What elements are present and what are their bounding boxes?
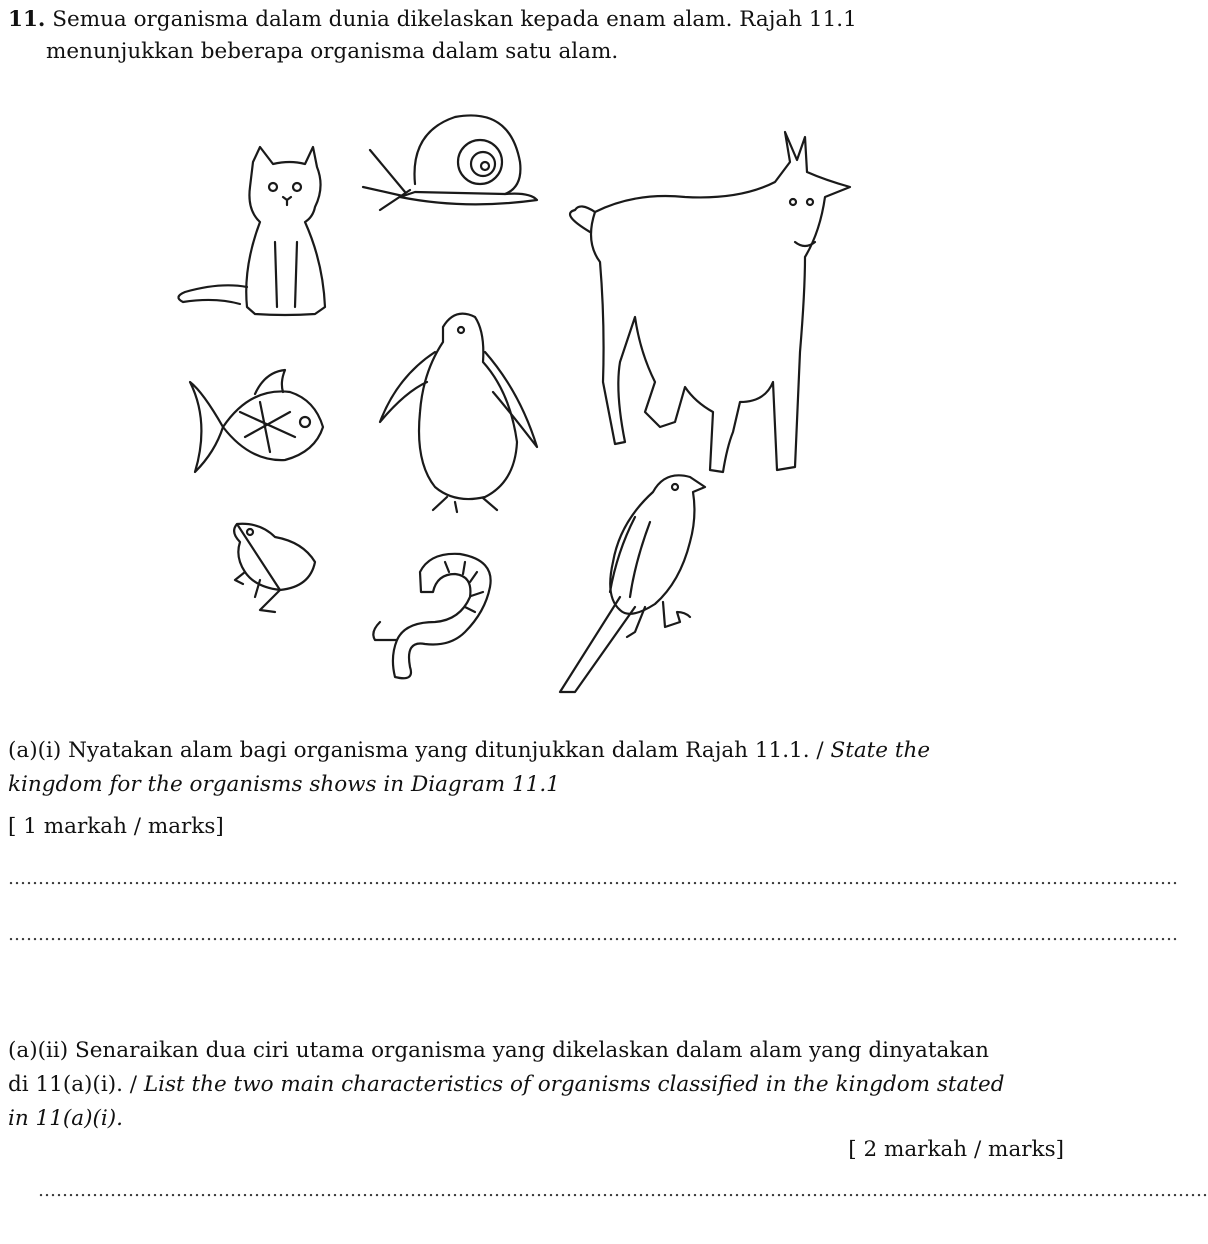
part-a-ii-label: (a)(ii) bbox=[8, 1038, 69, 1063]
answer-line-3[interactable]: …………………………………………………………………………………………………………………………………………………………………………… bbox=[38, 1180, 1208, 1201]
part-a-i-label: (a)(i) bbox=[8, 738, 62, 763]
part-a-ii-question bbox=[8, 1034, 1068, 1136]
penguin-drawing bbox=[380, 314, 537, 512]
part-a-i-question bbox=[8, 734, 1068, 802]
part-a-ii-line2-malay: di 11(a)(i). / bbox=[8, 1072, 137, 1097]
cat-drawing bbox=[178, 147, 325, 315]
bird-drawing bbox=[560, 475, 705, 692]
part-a-ii-line2-english: List the two main characteristics of organisms classified in the kingdom stated bbox=[143, 1072, 1005, 1097]
answer-line-1[interactable]: …………………………………………………………………………………………………………………………………………………………………………… bbox=[8, 868, 1178, 889]
earthworm-drawing bbox=[373, 554, 490, 678]
part-a-i-malay: Nyatakan alam bagi organisma yang ditunjukkan dalam Rajah 11.1. / bbox=[68, 738, 824, 763]
part-a-ii-line3-english: in 11(a)(i). bbox=[8, 1106, 123, 1131]
snail-drawing bbox=[363, 115, 537, 210]
fish-drawing bbox=[190, 370, 323, 472]
intro-line-1: Semua organisma dalam dunia dikelaskan kepada enam alam. Rajah 11.1 bbox=[52, 7, 857, 32]
part-a-i-english-1: State the bbox=[830, 738, 931, 763]
goat-drawing bbox=[570, 132, 850, 472]
question-intro bbox=[8, 4, 1068, 68]
part-a-ii-malay: Senaraikan dua ciri utama organisma yang dikelaskan dalam alam yang dinyatakan bbox=[74, 1038, 989, 1063]
organisms-illustration bbox=[165, 92, 885, 704]
answer-line-2[interactable]: …………………………………………………………………………………………………………………………………………………………………………… bbox=[8, 924, 1178, 945]
part-a-i-english-2: kingdom for the organisms shows in Diagram 11.1 bbox=[8, 772, 560, 797]
frog-drawing bbox=[234, 524, 315, 612]
diagram-11-1 bbox=[165, 92, 885, 704]
part-a-i-marks: [ 1 markah / marks] bbox=[8, 814, 224, 839]
part-a-ii-marks: [ 2 markah / marks] bbox=[848, 1137, 1064, 1162]
question-number: 11. bbox=[8, 7, 46, 32]
intro-line-2: menunjukkan beberapa organisma dalam satu alam. bbox=[46, 39, 619, 64]
